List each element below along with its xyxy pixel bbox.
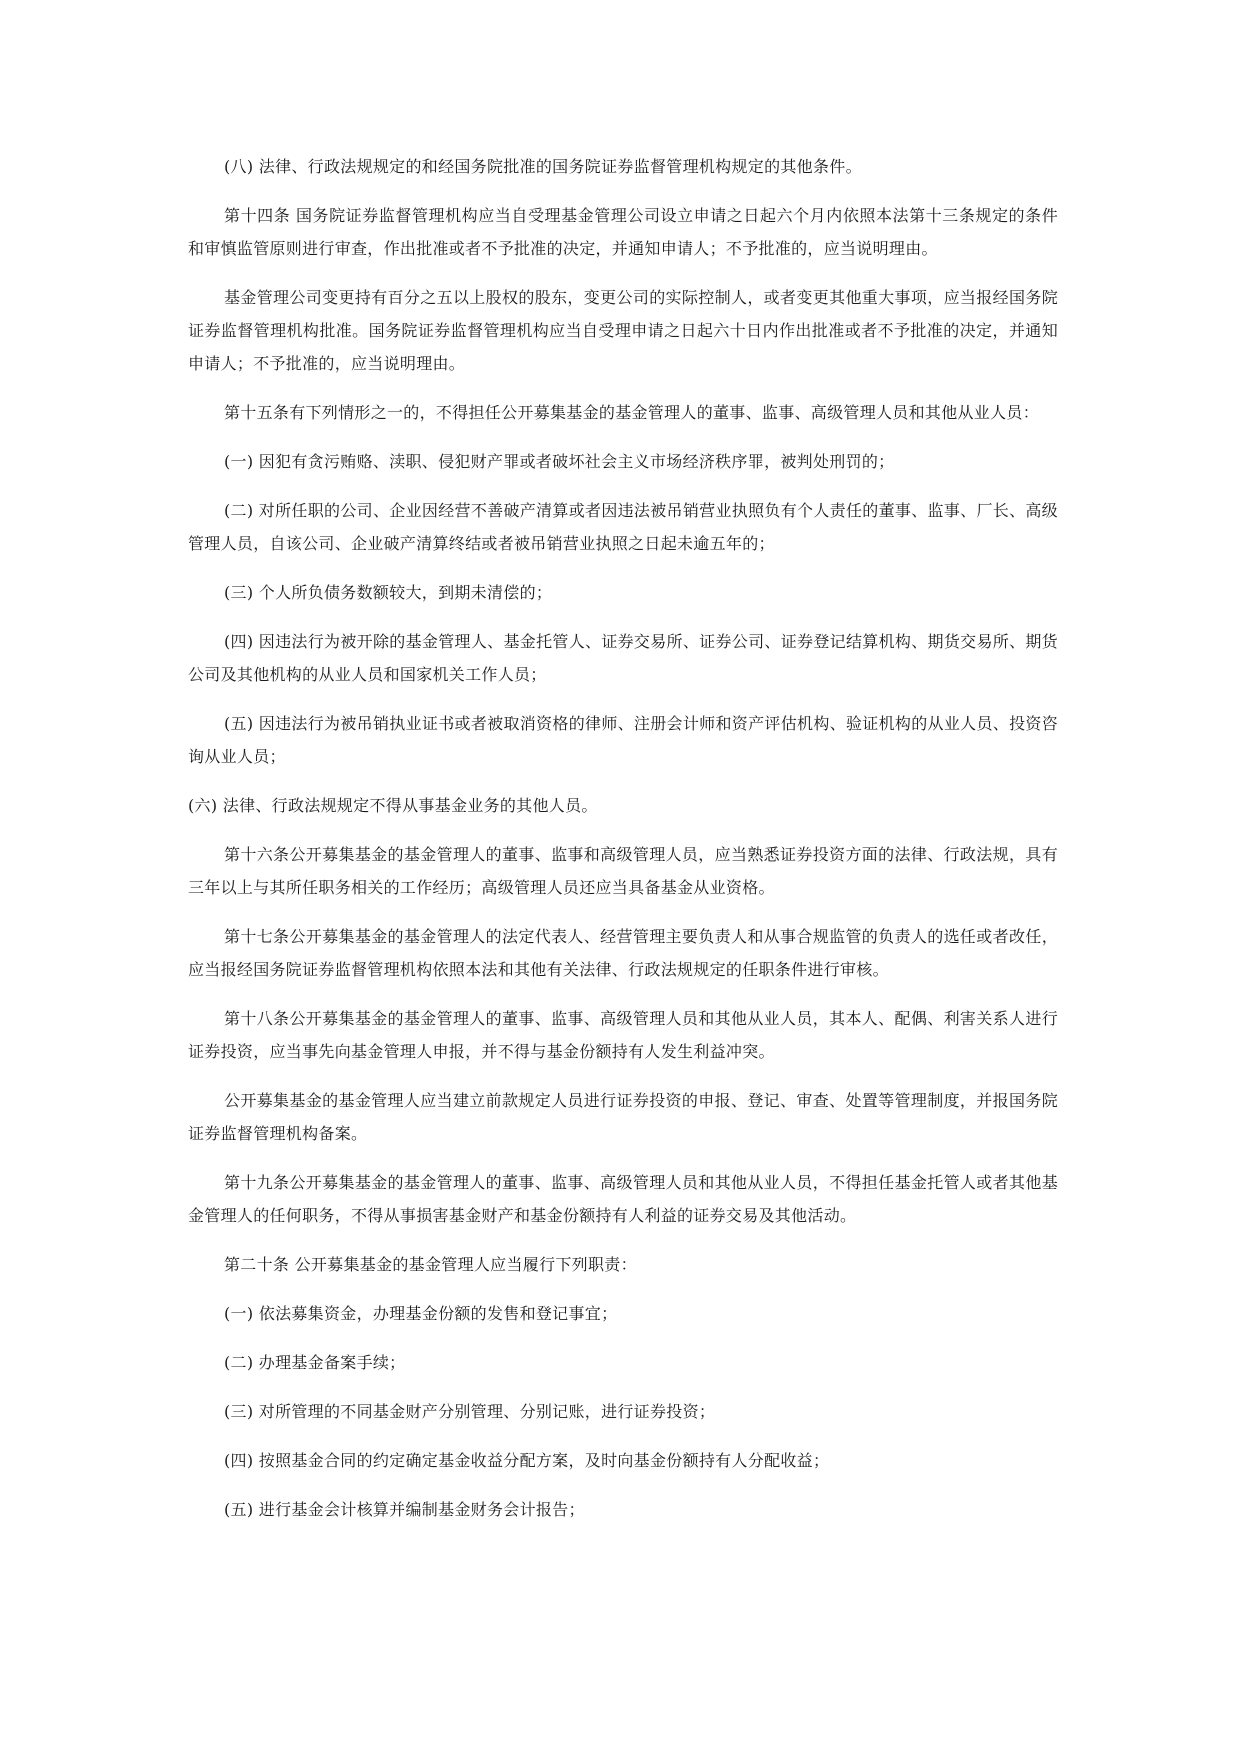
paragraph-article-19: 第十九条公开募集基金的基金管理人的董事、监事、高级管理人员和其他从业人员，不得担任基金托管人或者其他基金管理人的任何职务，不得从事损害基金财产和基金份额持有人利益的证券交易及其他活动。 (188, 1173, 1058, 1225)
paragraph-article-15-item-6: (六) 法律、行政法规规定不得从事基金业务的其他人员。 (188, 796, 598, 815)
paragraph-article-20-item-3: (三) 对所管理的不同基金财产分别管理、分别记账，进行证券投资； (224, 1402, 716, 1421)
document-page (188, 150, 1058, 1542)
paragraph-article-16: 第十六条公开募集基金的基金管理人的董事、监事和高级管理人员，应当熟悉证券投资方面的法律、行政法规，具有三年以上与其所任职务相关的工作经历；高级管理人员还应当具备基金从业资格。 (188, 845, 1058, 897)
paragraph-item-8-conditions: (八) 法律、行政法规规定的和经国务院批准的国务院证券监督管理机构规定的其他条件。 (224, 157, 862, 176)
paragraph-article-18-filing: 公开募集基金的基金管理人应当建立前款规定人员进行证券投资的申报、登记、审查、处置等管理制度，并报国务院证券监督管理机构备案。 (188, 1091, 1058, 1143)
paragraph-article-15-item-4: (四) 因违法行为被开除的基金管理人、基金托管人、证券交易所、证券公司、证券登记结算机构、期货交易所、期货公司及其他机构的从业人员和国家机关工作人员； (188, 632, 1058, 684)
paragraph-article-18: 第十八条公开募集基金的基金管理人的董事、监事、高级管理人员和其他从业人员，其本人、配偶、利害关系人进行证券投资，应当事先向基金管理人申报，并不得与基金份额持有人发生利益冲突。 (188, 1009, 1058, 1061)
paragraph-article-15: 第十五条有下列情形之一的，不得担任公开募集基金的基金管理人的董事、监事、高级管理人员和其他从业人员： (224, 403, 1040, 422)
paragraph-article-20: 第二十条 公开募集基金的基金管理人应当履行下列职责： (224, 1255, 637, 1274)
paragraph-article-20-item-4: (四) 按照基金合同的约定确定基金收益分配方案，及时向基金份额持有人分配收益； (224, 1451, 830, 1470)
paragraph-article-14-change: 基金管理公司变更持有百分之五以上股权的股东，变更公司的实际控制人，或者变更其他重大事项，应当报经国务院证券监督管理机构批准。国务院证券监督管理机构应当自受理申请之日起六十日内作出批准或者不予批准的决定，并通知申请人；不予批准的，应当说明理由。 (188, 288, 1058, 373)
paragraph-article-15-item-3: (三) 个人所负债务数额较大，到期未清偿的； (224, 583, 553, 602)
paragraph-article-15-item-5: (五) 因违法行为被吊销执业证书或者被取消资格的律师、注册会计师和资产评估机构、验证机构的从业人员、投资咨询从业人员； (188, 714, 1058, 766)
paragraph-article-15-item-2: (二) 对所任职的公司、企业因经营不善破产清算或者因违法被吊销营业执照负有个人责任的董事、监事、厂长、高级管理人员，自该公司、企业破产清算终结或者被吊销营业执照之日起未逾五年的； (188, 501, 1058, 553)
paragraph-article-20-item-2: (二) 办理基金备案手续； (224, 1353, 406, 1372)
paragraph-article-14: 第十四条 国务院证券监督管理机构应当自受理基金管理公司设立申请之日起六个月内依照本法第十三条规定的条件和审慎监管原则进行审查，作出批准或者不予批准的决定，并通知申请人；不予批准的，应当说明理由。 (188, 206, 1058, 258)
paragraph-article-20-item-1: (一) 依法募集资金，办理基金份额的发售和登记事宜； (224, 1304, 618, 1323)
paragraph-article-15-item-1: (一) 因犯有贪污贿赂、渎职、侵犯财产罪或者破坏社会主义市场经济秩序罪，被判处刑罚的； (224, 452, 895, 471)
paragraph-article-20-item-5: (五) 进行基金会计核算并编制基金财务会计报告； (224, 1500, 585, 1519)
paragraph-article-17: 第十七条公开募集基金的基金管理人的法定代表人、经营管理主要负责人和从事合规监管的负责人的选任或者改任，应当报经国务院证券监督管理机构依照本法和其他有关法律、行政法规规定的任职条件进行审核。 (188, 927, 1058, 979)
